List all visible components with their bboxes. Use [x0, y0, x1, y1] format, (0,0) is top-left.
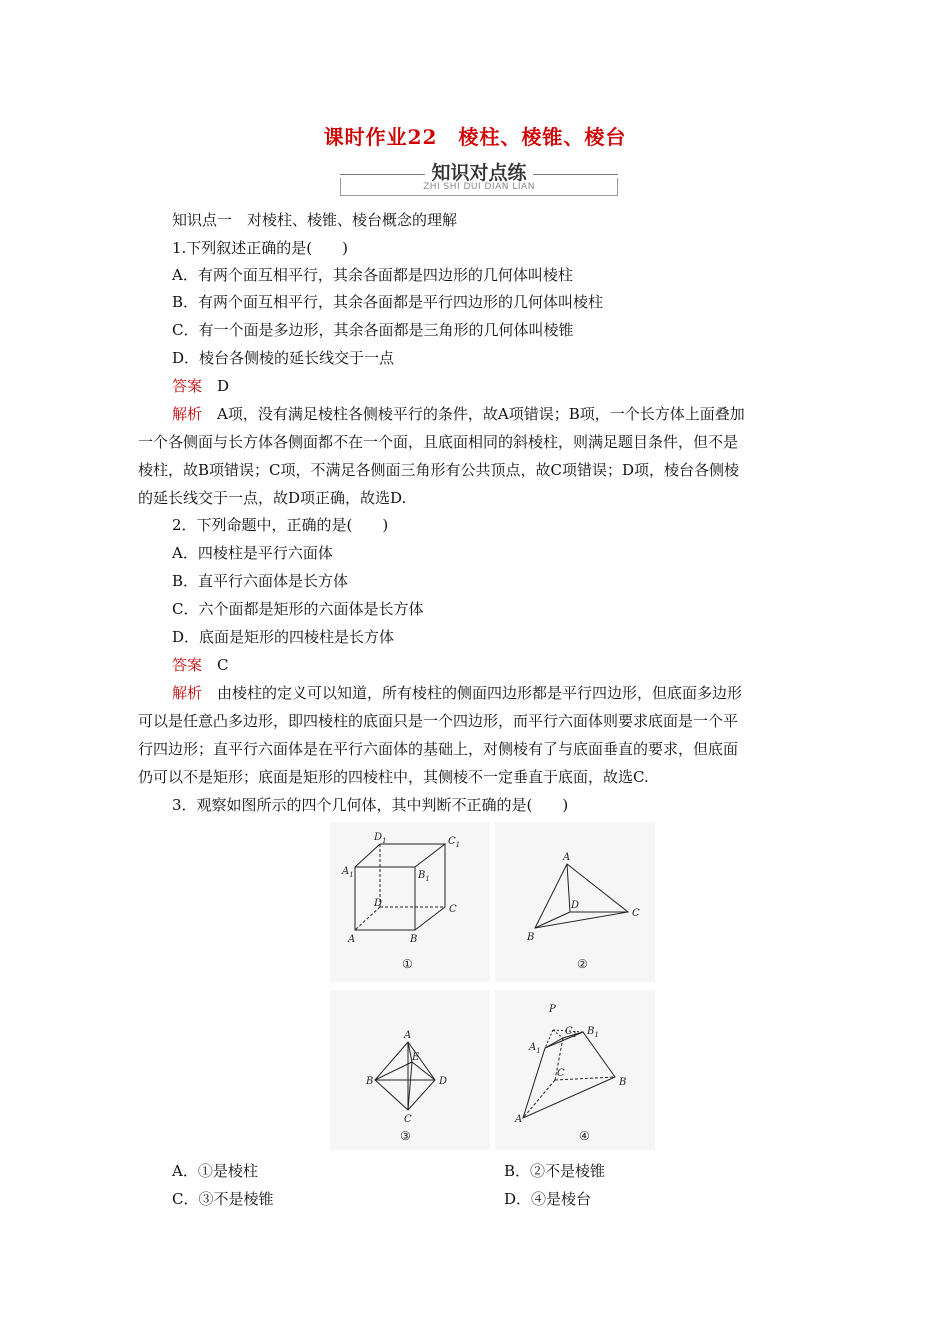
banner-subtitle: ZHI SHI DUI DIAN LIAN [423, 182, 535, 192]
figure-caption-1: ① [402, 957, 413, 971]
q2-option-c: C．六个面都是矩形的六面体是长方体 [172, 600, 424, 618]
q1-option-c: C．有一个面是多边形，其余各面都是三角形的几何体叫棱锥 [172, 321, 574, 339]
q3-option-a: A．①是棱柱 [172, 1162, 258, 1180]
q1-analysis-line-4: 的延长线交于一点，故D项正确，故选D. [138, 489, 407, 507]
svg-text:C: C [632, 908, 640, 919]
q2-analysis-line-1: 解析 由棱柱的定义可以知道，所有棱柱的侧面四边形都是平行四边形，但底面多边形 [172, 684, 743, 702]
svg-text:D: D [571, 900, 580, 911]
figure-caption-2: ② [577, 957, 588, 971]
svg-text:P: P [549, 1004, 556, 1015]
svg-text:C: C [557, 1068, 565, 1079]
figure-bipyramid [330, 990, 490, 1150]
svg-text:E: E [412, 1052, 420, 1063]
answer-label: 答案 [172, 377, 203, 395]
svg-text:B: B [366, 1076, 374, 1087]
banner-title: 知识对点练 [425, 162, 532, 184]
figure-caption-3: ③ [400, 1129, 411, 1143]
svg-text:D1: $D_1$ [374, 832, 387, 845]
svg-text:A1: $A_1$ [529, 1042, 541, 1055]
svg-text:B1: $B_1$ [418, 870, 430, 883]
q1-answer [172, 376, 229, 396]
answer-label: 答案 [172, 656, 203, 674]
q1-option-b: B．有两个面互相平行，其余各面都是平行四边形的几何体叫棱柱 [172, 293, 604, 311]
svg-text:C1: $C_1$ [565, 1026, 578, 1039]
svg-text:A: A [515, 1114, 523, 1125]
q1-analysis-line-3: 棱柱，故B项错误；C项，不满足各侧面三角形有公共顶点，故C项错误；D项，棱台各侧棱 [138, 461, 740, 479]
q2-option-d: D．底面是矩形的四棱柱是长方体 [172, 628, 395, 646]
svg-text:C1: $C_1$ [448, 836, 461, 849]
svg-text:A: A [348, 934, 356, 945]
svg-text:C: C [404, 1114, 412, 1125]
q1-stem: 1.下列叙述正确的是( ) [172, 239, 349, 257]
q2-option-b: B．直平行六面体是长方体 [172, 572, 349, 590]
analysis-label: 解析 [172, 405, 203, 423]
q2-stem: 2．下列命题中，正确的是( ) [172, 516, 389, 534]
svg-text:B: B [619, 1077, 627, 1088]
q3-option-d: D．④是棱台 [504, 1190, 592, 1208]
section-banner [340, 158, 618, 200]
figure-pyramid [495, 822, 655, 982]
svg-text:A: A [563, 852, 571, 863]
q2-analysis-line-3: 行四边形；直平行六面体是在平行六面体的基础上，对侧棱有了与底面垂直的要求，但底面 [138, 740, 739, 758]
svg-text:D: D [374, 898, 383, 909]
svg-text:D: D [439, 1076, 448, 1087]
svg-text:C: C [449, 904, 457, 915]
svg-text:A: A [404, 1030, 412, 1041]
section-heading: 知识点一 对棱柱、棱锥、棱台概念的理解 [172, 211, 458, 229]
q1-option-a: A．有两个面互相平行，其余各面都是四边形的几何体叫棱柱 [172, 266, 573, 284]
figure-caption-4: ④ [579, 1129, 590, 1143]
q1-analysis-line-1: 解析 A项，没有满足棱柱各侧棱平行的条件，故A项错误；B项，一个长方体上面叠加 [172, 405, 745, 423]
q2-analysis-line-2: 可以是任意凸多边形，即四棱柱的底面只是一个四边形，而平行六面体则要求底面是一个平 [138, 712, 739, 730]
answer-value: D [217, 377, 230, 395]
q3-option-b: B．②不是棱锥 [504, 1162, 606, 1180]
q2-answer [172, 655, 229, 675]
q1-option-d: D．棱台各侧棱的延长线交于一点 [172, 349, 395, 367]
svg-text:B: B [410, 934, 418, 945]
svg-text:A1: $A_1$ [342, 866, 354, 879]
q1-analysis-line-2: 一个各侧面与长方体各侧面都不在一个面，且底面相同的斜棱柱，则满足题目条件，但不是 [138, 433, 739, 451]
svg-text:B: B [527, 932, 535, 943]
page-title: 课时作业22 棱柱、棱锥、棱台 [323, 125, 627, 149]
q3-option-c: C．③不是棱锥 [172, 1190, 274, 1208]
analysis-label: 解析 [172, 684, 203, 702]
answer-value: C [217, 656, 229, 674]
q2-option-a: A．四棱柱是平行六面体 [172, 544, 333, 562]
figure-prism [330, 822, 490, 982]
q2-analysis-line-4: 仍可以不是矩形；底面是矩形的四棱柱中，其侧棱不一定垂直于底面，故选C. [138, 768, 649, 786]
q3-stem: 3．观察如图所示的四个几何体，其中判断不正确的是( ) [172, 796, 569, 814]
svg-text:B1: $B_1$ [587, 1026, 599, 1039]
figure-frustum [495, 990, 655, 1150]
